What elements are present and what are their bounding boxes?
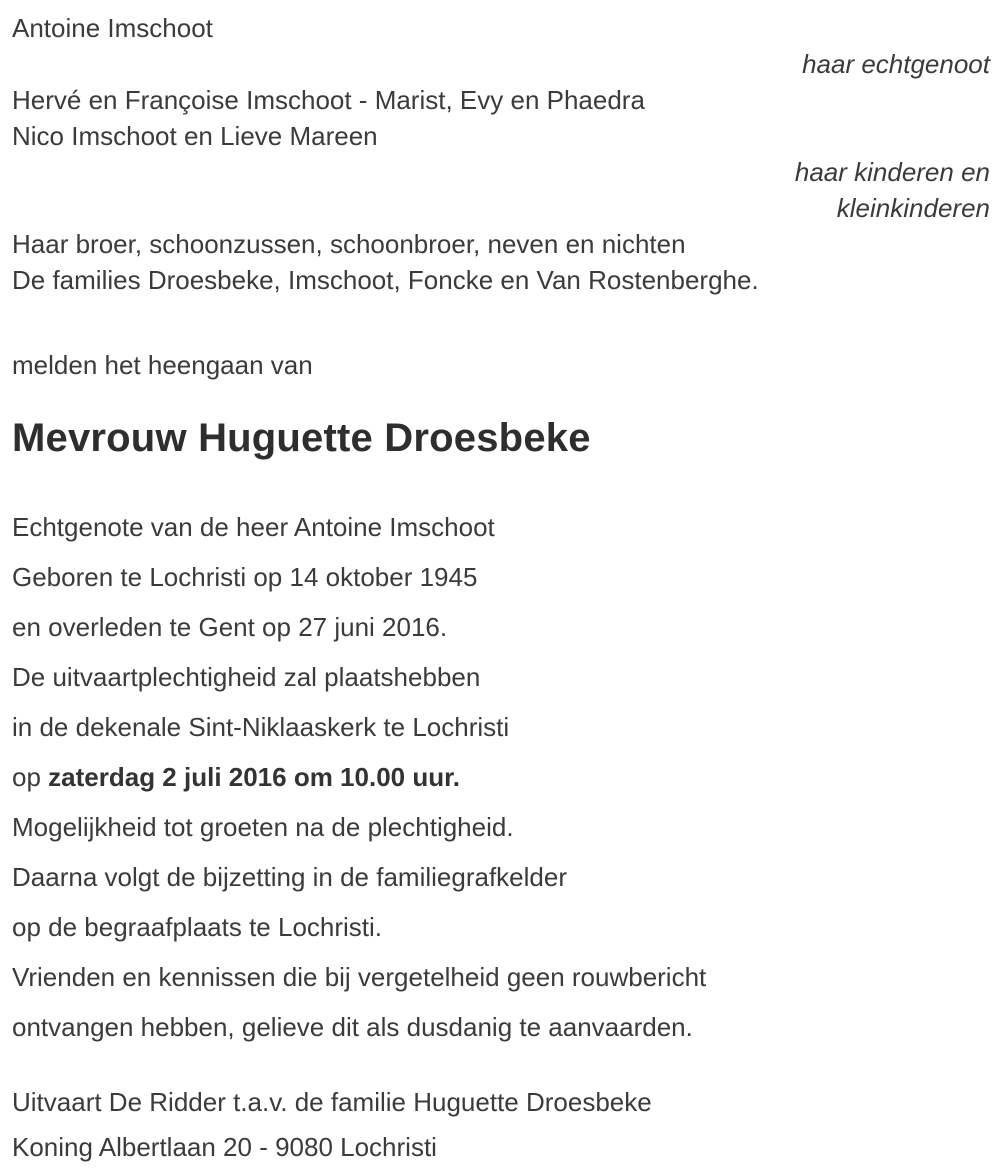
apology-line-2: ontvangen hebben, gelieve dit als dusdanig te aanvaarden.	[12, 1012, 693, 1042]
ceremony-datetime: zaterdag 2 juli 2016 om 10.00 uur.	[48, 762, 461, 792]
funeral-home-section	[12, 1080, 990, 1170]
spouse-line: Echtgenote van de heer Antoine Imschoot	[12, 512, 495, 542]
husband-relation-label: haar echtgenoot	[802, 49, 990, 79]
children-relation-label-2: kleinkinderen	[836, 193, 990, 223]
husband-name: Antoine Imschoot	[12, 13, 213, 43]
ceremony-date-line	[12, 752, 990, 802]
deceased-name-heading: Mevrouw Huguette Droesbeke	[12, 416, 591, 460]
interment-line-1: Daarna volgt de bijzetting in de familiegrafkelder	[12, 862, 567, 892]
ceremony-line-1: De uitvaartplechtigheid zal plaatshebben	[12, 662, 481, 692]
children-names-line-2: Nico Imschoot en Lieve Mareen	[12, 121, 378, 151]
funeral-home-address: Koning Albertlaan 20 - 9080 Lochristi	[12, 1132, 437, 1162]
apology-line-1: Vrienden en kennissen die bij vergetelheid geen rouwbericht	[12, 962, 707, 992]
children-names-line-1: Hervé en Françoise Imschoot - Marist, Evy en Phaedra	[12, 85, 645, 115]
announcement-intro: melden het heengaan van	[12, 350, 313, 380]
greeting-line: Mogelijkheid tot groeten na de plechtigheid.	[12, 812, 514, 842]
death-line: en overleden te Gent op 27 juni 2016.	[12, 612, 448, 642]
extended-family-line: Haar broer, schoonzussen, schoonbroer, neven en nichten	[12, 229, 686, 259]
ceremony-date-prefix: op	[12, 762, 49, 792]
announcement-body	[12, 502, 990, 1052]
funeral-home-line: Uitvaart De Ridder t.a.v. de familie Huguette Droesbeke	[12, 1087, 652, 1117]
ceremony-line-2: in de dekenale Sint-Niklaaskerk te Lochristi	[12, 712, 510, 742]
families-line: De families Droesbeke, Imschoot, Foncke en Van Rostenberghe.	[12, 265, 759, 295]
interment-line-2: op de begraafplaats te Lochristi.	[12, 912, 383, 942]
children-relation-label-1: haar kinderen en	[794, 157, 990, 187]
birth-line: Geboren te Lochristi op 14 oktober 1945	[12, 562, 478, 592]
mourners-section	[12, 10, 990, 298]
